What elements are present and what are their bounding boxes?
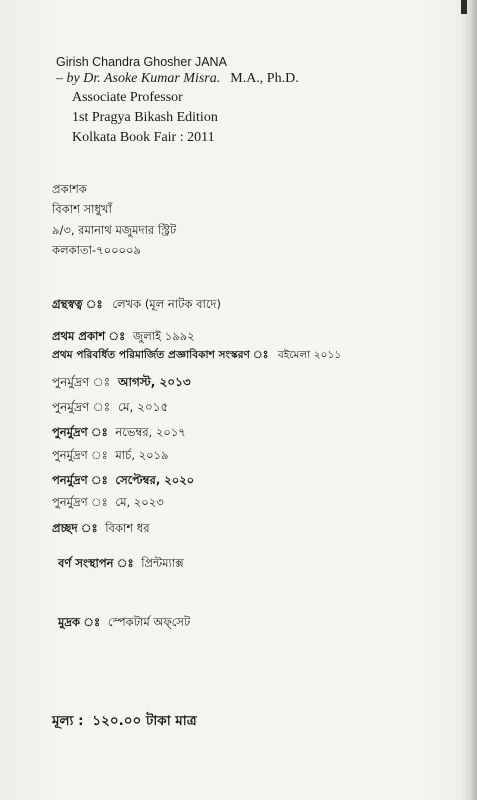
- publisher-city: কলকাতা-৭০০০০৯: [52, 243, 141, 257]
- reprint-date: নভেম্বর, ২০১৭: [115, 425, 186, 439]
- printer-line: [58, 614, 190, 633]
- publisher-label: প্রকাশক: [52, 182, 87, 196]
- reprint-label: পুনর্মুদ্রণ ঃ: [52, 495, 108, 509]
- reprint-line: [52, 472, 194, 491]
- price-line: [52, 710, 197, 733]
- book-title: Girish Chandra Ghosher JANA: [56, 55, 227, 69]
- revised-edition-value: বইমেলা ২০১১: [277, 349, 342, 361]
- first-publication-line: [52, 328, 195, 347]
- author-position: Associate Professor: [72, 90, 183, 105]
- typesetting-label: বর্ণ সংস্থাপন ঃ: [58, 556, 134, 570]
- reprint-label: পনর্মুদ্রণ ঃ: [52, 473, 108, 487]
- book-fair: Kolkata Book Fair : 2011: [72, 130, 215, 145]
- reprint-date: মে, ২০২৩: [115, 495, 164, 509]
- printer-label: মুদ্রক ঃ: [58, 615, 101, 629]
- first-publication-value: জুলাই ১৯৯২: [132, 329, 195, 343]
- reprint-line: [52, 374, 191, 394]
- cover-value: বিকাশ ধর: [105, 521, 150, 535]
- reprint-date: সেপ্টেম্বর, ২০২০: [115, 473, 195, 487]
- typesetting-value: প্রিন্টম্যাক্স: [141, 556, 184, 570]
- price-label: মূল্য :: [52, 713, 84, 729]
- reprint-label: পুনর্মুদ্রণ ঃ: [52, 375, 111, 389]
- edition: 1st Pragya Bikash Edition: [72, 110, 218, 125]
- byline-prefix: – by: [56, 71, 84, 86]
- cover-line: [52, 520, 150, 539]
- publisher-address: ৯/৩, রমানাথ মজুমদার স্ট্রিট: [52, 223, 177, 237]
- page-binding-shadow: [461, 0, 477, 800]
- first-publication-label: প্রথম প্রকাশ ঃ: [52, 329, 126, 343]
- reprint-date: মে, ২০১৫: [118, 400, 169, 414]
- reprint-line: [52, 447, 169, 466]
- byline: [56, 71, 299, 87]
- reprint-line: [52, 399, 168, 419]
- typesetting-line: [58, 555, 184, 574]
- spine-mark: [461, 0, 467, 14]
- reprint-label: পুনর্মুদ্রণ ঃ: [52, 400, 111, 414]
- copyright-value: লেখক (মূল নাটক বাদে): [112, 297, 221, 311]
- publisher-name: বিকাশ সাধুখাঁ: [52, 202, 112, 216]
- cover-label: প্রচ্ছদ ঃ: [52, 521, 98, 535]
- revised-edition-line: [52, 348, 341, 365]
- reprint-line: [52, 424, 186, 443]
- price-value: ১২০.০০ টাকা মাত্র: [92, 713, 197, 729]
- reprint-label: পুনর্মুদ্রণ ঃ: [52, 448, 108, 462]
- reprint-date: মার্চ, ২০১৯: [115, 448, 169, 462]
- copyright-line: [52, 296, 221, 315]
- author-name: Dr. Asoke Kumar Misra.: [83, 71, 221, 86]
- printer-value: স্পেকটার্ম অফ্‌সেট: [107, 615, 191, 629]
- reprint-label: পুনর্মুদ্রণ ঃ: [52, 425, 108, 439]
- author-degrees: M.A., Ph.D.: [230, 71, 299, 86]
- revised-edition-label: প্রথম পরিবর্ধিত পরিমার্জিত প্রজ্ঞাবিকাশ সংস্করণ ঃ: [52, 349, 269, 361]
- copyright-label: গ্রন্থস্বত্ব ঃ: [52, 297, 103, 311]
- reprint-line: [52, 494, 164, 513]
- reprint-date: আগস্ট, ২০১৩: [118, 375, 191, 389]
